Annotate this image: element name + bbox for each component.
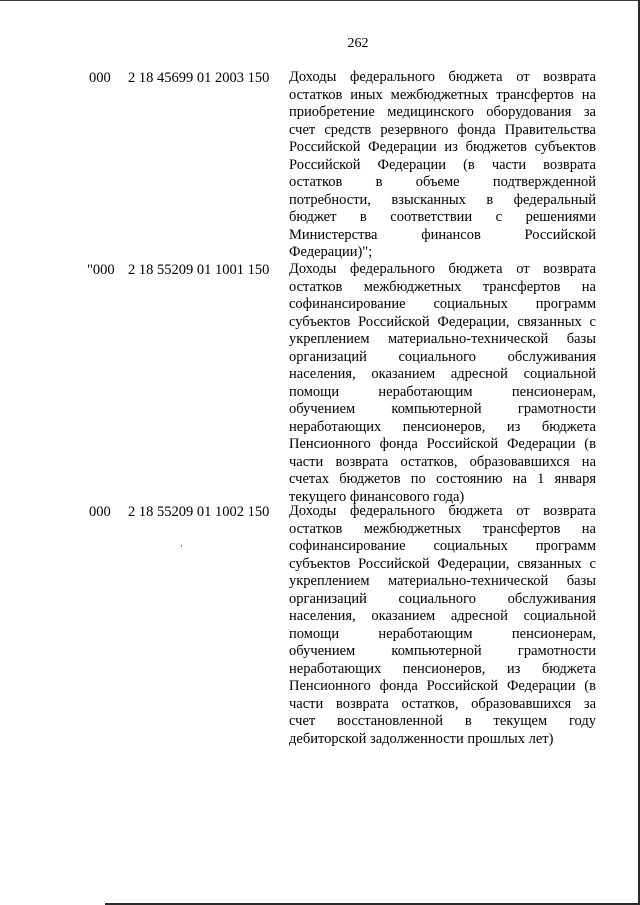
description-line: обучением компьютерной грамотности [289,643,596,659]
description-line: приобретение медицинского оборудования за [289,104,596,120]
description-line: остатков межбюджетных трансфертов на [289,278,596,295]
description-line: Пенсионного фонда Российской Федерации (в [289,436,596,452]
description-line: Министерства финансов Российской [289,226,596,243]
description-line: Доходы федерального бюджета от возврата [289,503,596,519]
description-line: счет средств резервного фонда Правительства [289,121,596,138]
description-line: Российской Федерации (в части возврата [289,156,596,173]
description-line: неработающих пенсионеров, из бюджета [289,660,596,677]
description-line: укреплением материально-технической базы [289,573,596,589]
description-line: субъектов Российской Федерации, связанных с [289,313,596,330]
description-line: организаций социального обслуживания [289,348,596,365]
description-line: софинансирование социальных программ [289,296,596,312]
description-line: бюджет в соответствии с решениями [289,209,596,225]
description-line: неработающих пенсионеров, из бюджета [289,418,596,435]
admin-code: "000 [87,262,115,278]
description-line: части возврата остатков, образовавшихся на [289,453,596,470]
description-line: части возврата остатков, образовавшихся за [289,695,596,712]
description-line: потребности, взысканных в федеральный [289,191,596,208]
description-line: Федерации)"; [289,244,373,260]
description-line: Доходы федерального бюджета от возврата [289,69,596,85]
page-top-edge [0,0,640,1]
description-line: организаций социального обслуживания [289,590,596,607]
page-number: 262 [347,36,369,51]
budget-classification-code: 2 18 55209 01 1002 150 [128,504,270,520]
description-line: Российской Федерации из бюджетов субъектов [289,139,596,155]
description-line: счет восстановленной в текущем году [289,713,596,729]
description-line: Пенсионного фонда Российской Федерации (в [289,678,596,694]
description-line: текущего финансового года) [289,488,465,505]
budget-classification-code: 2 18 55209 01 1001 150 [128,262,270,278]
description-line: Доходы федерального бюджета от возврата [289,261,596,277]
entry-description [289,261,596,506]
description-line: помощи неработающим пенсионерам, [289,383,596,400]
description-line: софинансирование социальных программ [289,538,596,554]
description-line: остатков межбюджетных трансфертов на [289,520,596,537]
admin-code: 000 [89,504,111,520]
description-line: укреплением материально-технической базы [289,331,596,347]
description-line: субъектов Российской Федерации, связанных с [289,555,596,572]
admin-code: 000 [89,70,111,86]
entry-description [289,503,596,748]
description-line: помощи неработающим пенсионерам, [289,625,596,642]
budget-classification-code: 2 18 45699 01 2003 150 [128,70,270,86]
description-line: счетах бюджетов по состоянию на 1 января [289,471,596,487]
scan-speck [181,545,182,547]
description-line: населения, оказанием адресной социальной [289,366,596,382]
description-line: остатков в объеме подтвержденной [289,174,596,190]
description-line: остатков иных межбюджетных трансфертов на [289,86,596,103]
description-line: населения, оказанием адресной социальной [289,608,596,624]
description-line: обучением компьютерной грамотности [289,401,596,417]
entry-description [289,69,596,262]
description-line: дебиторской задолженности прошлых лет) [289,730,554,747]
